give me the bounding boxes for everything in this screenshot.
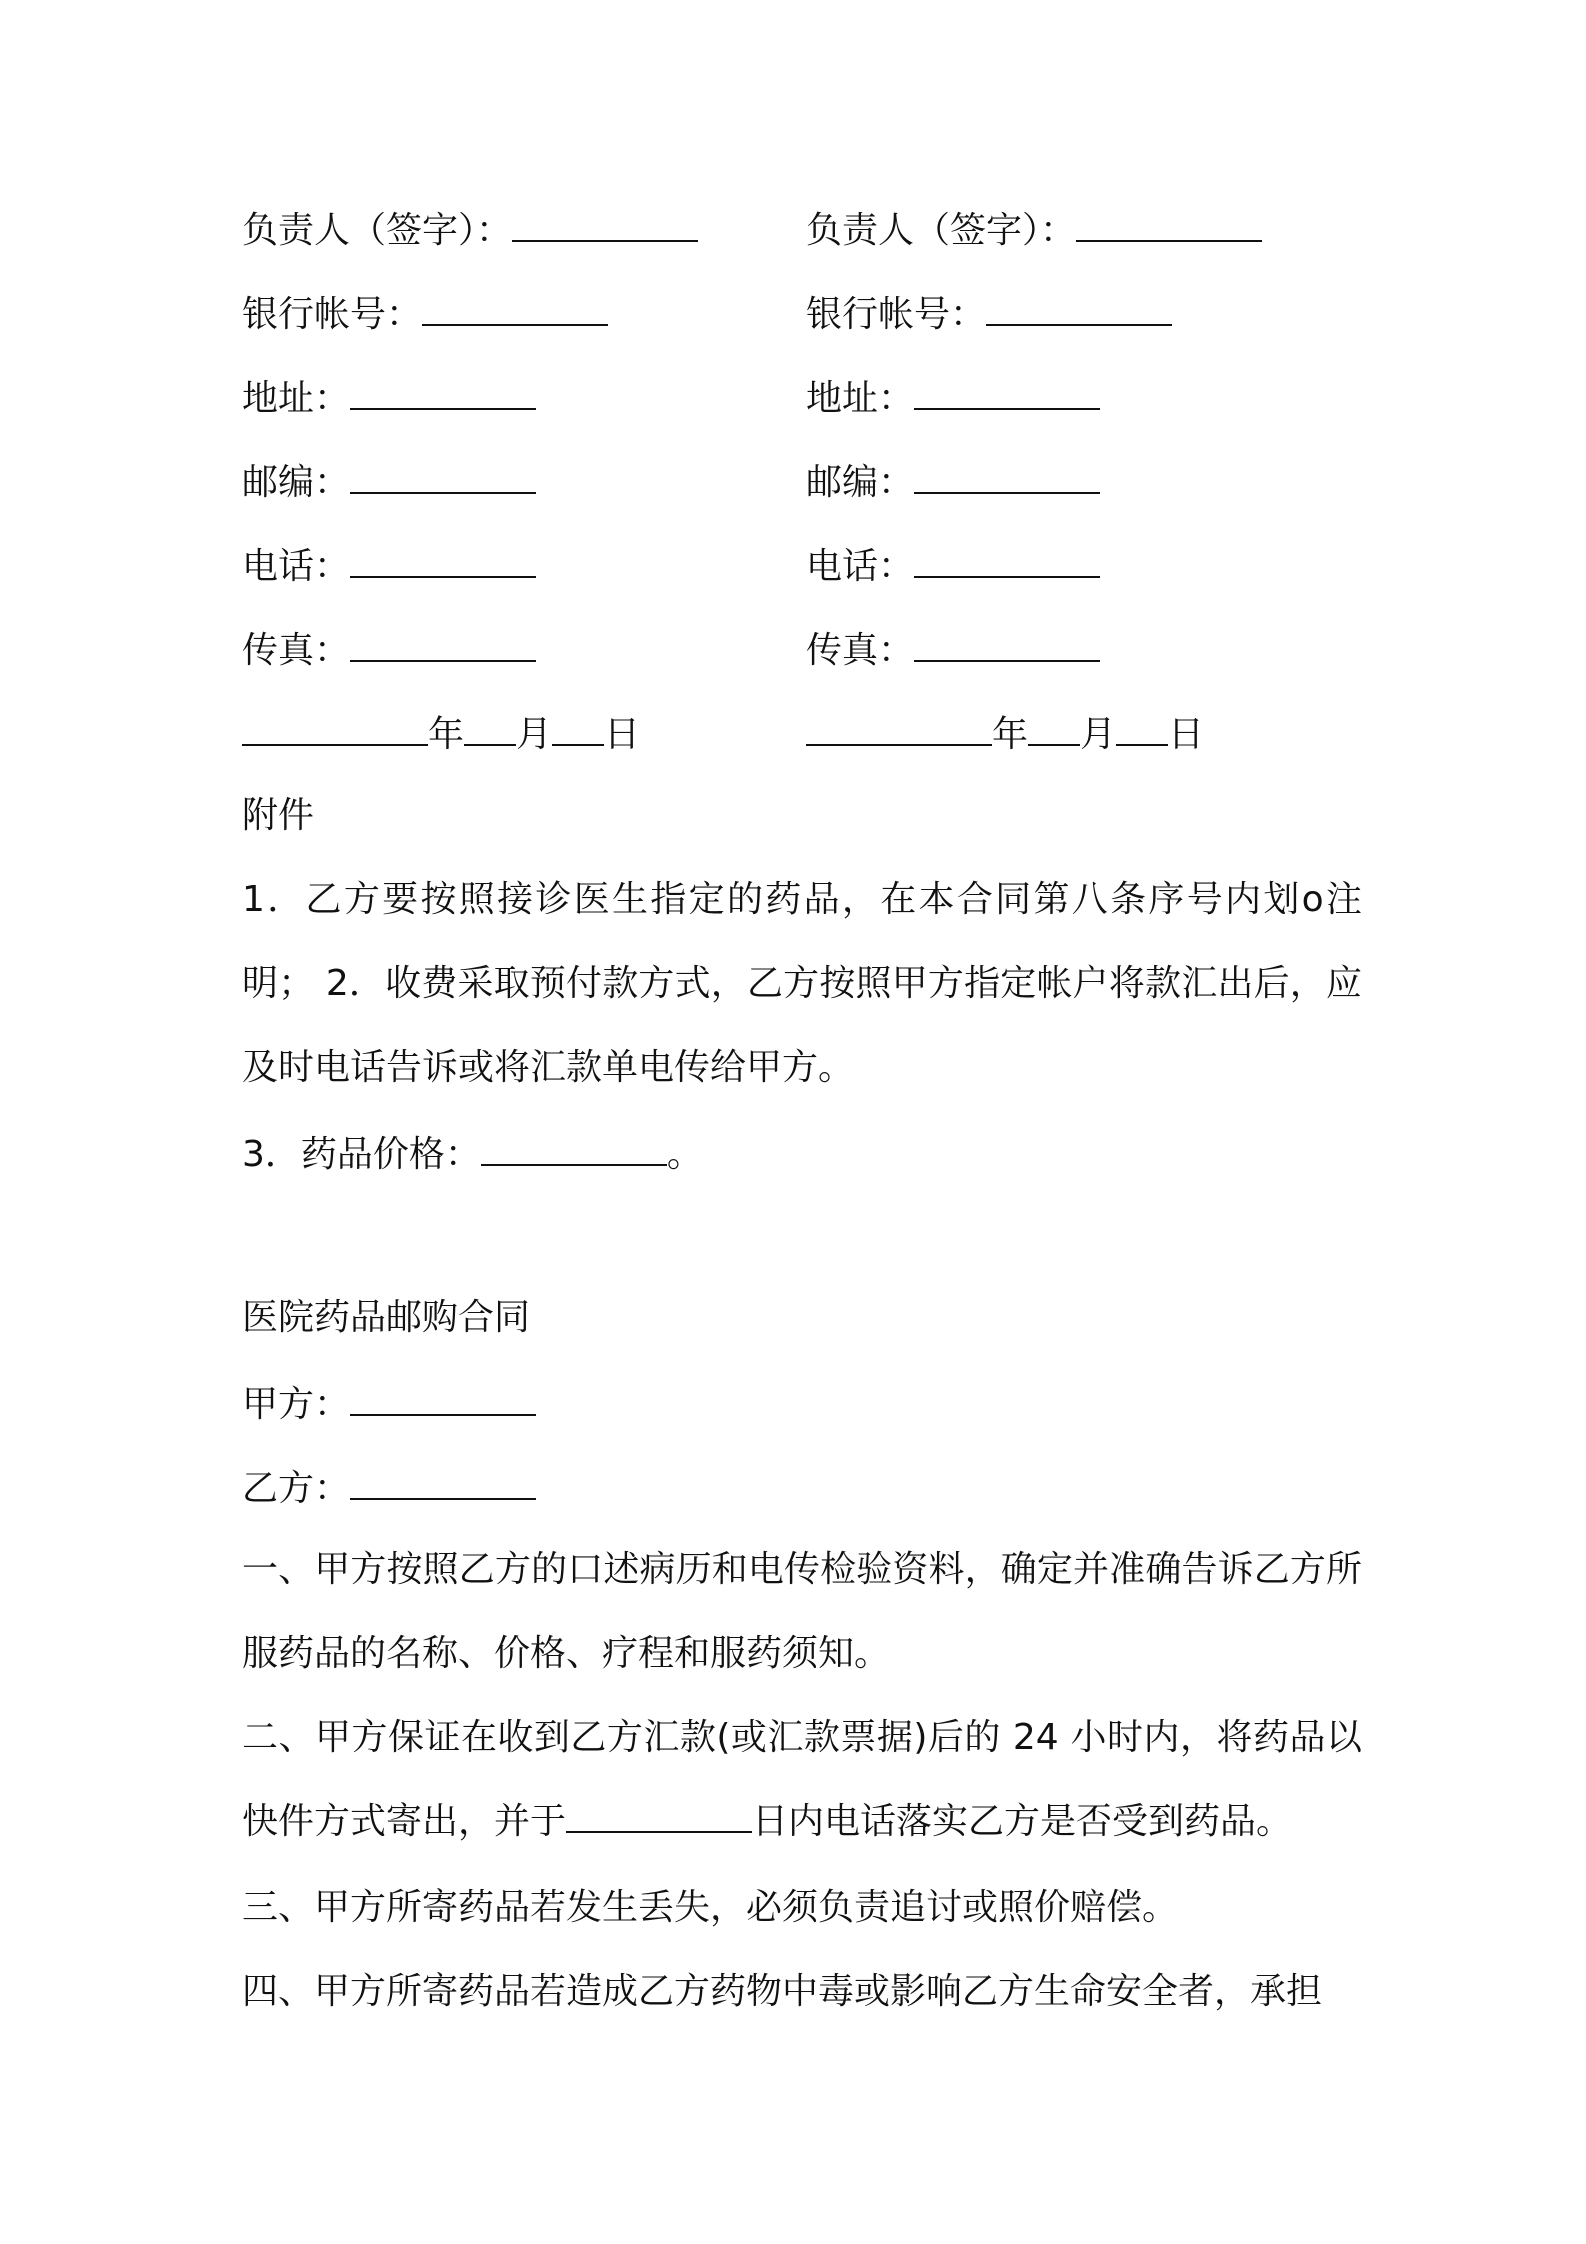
- left-responsible-blank: [512, 206, 698, 242]
- item3-prefix: 3．药品价格：: [242, 1134, 481, 1175]
- party-b-line: [242, 1464, 536, 1511]
- left-year-blank: [242, 710, 428, 746]
- right-month-blank: [1028, 710, 1080, 746]
- left-address-line: [242, 374, 536, 421]
- party-b-blank: [350, 1464, 536, 1500]
- right-address-blank: [914, 374, 1100, 410]
- right-postcode-line: [806, 458, 1100, 505]
- clause2-days-blank: [566, 1797, 752, 1833]
- right-fax-blank: [914, 626, 1100, 662]
- right-year-blank: [806, 710, 992, 746]
- item3-price-blank: [481, 1130, 667, 1166]
- right-fax-label: 传真：: [806, 630, 915, 671]
- left-fax-line: [242, 626, 536, 673]
- left-responsible-label: 负责人（签字）：: [242, 210, 513, 251]
- party-a-line: [242, 1380, 536, 1427]
- left-bank-label: 银行帐号：: [242, 294, 423, 335]
- clause-4: 四、甲方所寄药品若造成乙方药物中毒或影响乙方生命安全者，承担: [242, 1971, 1323, 2012]
- left-day-label: 日: [604, 714, 641, 755]
- right-bank-label: 银行帐号：: [806, 294, 987, 335]
- right-postcode-blank: [914, 458, 1100, 494]
- right-address-label: 地址：: [806, 378, 915, 419]
- left-bank-blank: [422, 290, 608, 326]
- left-month-label: 月: [516, 714, 553, 755]
- left-responsible-line: [242, 206, 698, 253]
- right-phone-blank: [914, 542, 1100, 578]
- right-day-blank: [1116, 710, 1168, 746]
- left-address-blank: [350, 374, 536, 410]
- contract-title: 医院药品邮购合同: [242, 1297, 531, 1338]
- right-month-label: 月: [1080, 714, 1117, 755]
- right-year-label: 年: [992, 714, 1029, 755]
- right-day-label: 日: [1168, 714, 1205, 755]
- right-bank-blank: [986, 290, 1172, 326]
- left-day-blank: [552, 710, 604, 746]
- left-date-line: [242, 710, 640, 757]
- left-address-label: 地址：: [242, 378, 351, 419]
- left-fax-label: 传真：: [242, 630, 351, 671]
- right-bank-line: [806, 290, 1172, 337]
- right-responsible-blank: [1076, 206, 1262, 242]
- attachment-item-3: [242, 1130, 703, 1177]
- party-a-blank: [350, 1380, 536, 1416]
- right-date-line: [806, 710, 1204, 757]
- right-address-line: [806, 374, 1100, 421]
- clause-2: [242, 1696, 1362, 1864]
- right-phone-line: [806, 542, 1100, 589]
- right-postcode-label: 邮编：: [806, 462, 915, 503]
- attachment-heading: 附件: [242, 795, 315, 836]
- right-phone-label: 电话：: [806, 546, 915, 587]
- left-phone-label: 电话：: [242, 546, 351, 587]
- clause2-prefix: 二、甲方保证在收到乙方汇款(或汇款票据)后的 24 小时内，将药品以快件方式寄出，并于: [242, 1717, 1362, 1842]
- right-responsible-line: [806, 206, 1262, 253]
- clause-3: 三、甲方所寄药品若发生丢失，必须负责追讨或照价赔偿。: [242, 1887, 1179, 1928]
- left-year-label: 年: [428, 714, 465, 755]
- left-postcode-blank: [350, 458, 536, 494]
- left-month-blank: [464, 710, 516, 746]
- left-bank-line: [242, 290, 608, 337]
- left-postcode-label: 邮编：: [242, 462, 351, 503]
- clause2-suffix: 日内电话落实乙方是否受到药品。: [752, 1801, 1293, 1842]
- right-responsible-label: 负责人（签字）：: [806, 210, 1077, 251]
- item3-suffix: 。: [666, 1134, 703, 1175]
- left-fax-blank: [350, 626, 536, 662]
- party-a-label: 甲方：: [242, 1384, 351, 1425]
- attachment-item-1-2: 1．乙方要按照接诊医生指定的药品，在本合同第八条序号内划o注明； 2．收费采取预付款方式，乙方按照甲方指定帐户将款汇出后，应及时电话告诉或将汇款单电传给甲方。: [242, 879, 1362, 1088]
- left-phone-line: [242, 542, 536, 589]
- clause-1: 一、甲方按照乙方的口述病历和电传检验资料，确定并准确告诉乙方所服药品的名称、价格、疗程和服药须知。: [242, 1549, 1362, 1674]
- left-phone-blank: [350, 542, 536, 578]
- party-b-label: 乙方：: [242, 1468, 351, 1509]
- left-postcode-line: [242, 458, 536, 505]
- right-fax-line: [806, 626, 1100, 673]
